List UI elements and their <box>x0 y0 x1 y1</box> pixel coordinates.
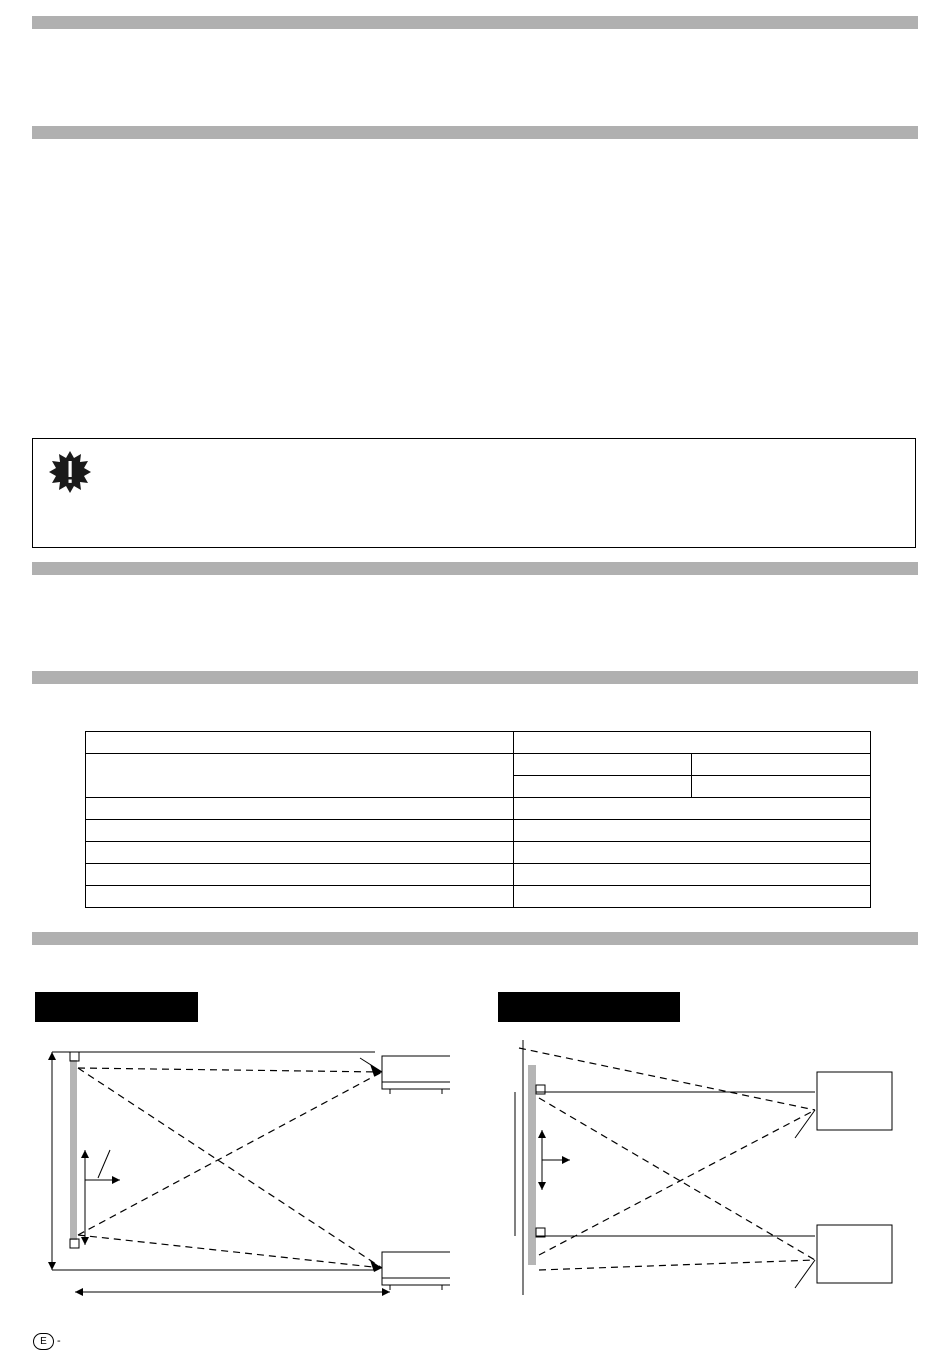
table-cell <box>86 842 514 864</box>
table-cell <box>514 798 871 820</box>
projection-diagram-left <box>30 1030 450 1305</box>
table-cell <box>514 842 871 864</box>
section-rule-4 <box>32 671 918 684</box>
footer <box>33 1333 61 1350</box>
language-badge: E <box>33 1333 54 1350</box>
table-cell <box>514 732 871 754</box>
spec-table <box>85 731 871 908</box>
table-cell <box>86 820 514 842</box>
table-cell <box>86 732 514 754</box>
screen <box>528 1065 536 1265</box>
page-number-dash: - <box>57 1335 61 1347</box>
table-row <box>86 842 871 864</box>
table-cell <box>86 886 514 908</box>
table-cell <box>514 754 692 776</box>
section-rule-3 <box>32 562 918 575</box>
table-cell <box>514 776 692 798</box>
table-row <box>86 886 871 908</box>
table-cell <box>86 798 514 820</box>
table-row <box>86 732 871 754</box>
table-cell <box>86 864 514 886</box>
section-rule-1 <box>32 16 918 29</box>
projector-top <box>795 1072 892 1138</box>
table-cell <box>692 776 871 798</box>
projection-diagram-right <box>495 1030 915 1305</box>
table-row <box>86 754 871 776</box>
table-row <box>86 864 871 886</box>
table-cell <box>514 864 871 886</box>
projector-bottom <box>370 1252 450 1290</box>
table-cell <box>692 754 871 776</box>
section-rule-2 <box>32 126 918 139</box>
section-rule-5 <box>32 932 918 945</box>
table-row <box>86 820 871 842</box>
table-cell <box>514 820 871 842</box>
burst-exclamation-icon <box>49 451 91 493</box>
diagram-label-left <box>35 992 198 1022</box>
screen <box>70 1060 77 1240</box>
table-row <box>86 798 871 820</box>
caution-box <box>32 438 916 548</box>
diagram-label-right <box>498 992 680 1022</box>
projector-top <box>360 1056 450 1094</box>
table-cell <box>514 886 871 908</box>
table-cell <box>86 754 514 798</box>
